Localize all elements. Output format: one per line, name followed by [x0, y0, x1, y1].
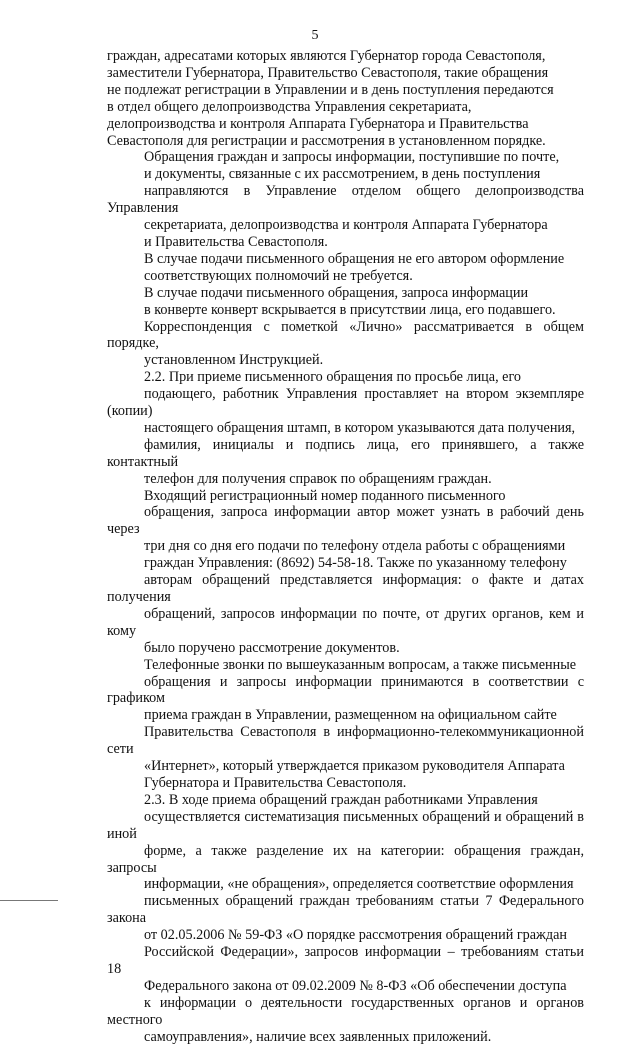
text-line: самоуправления», наличие всех заявленных приложений. — [144, 1028, 492, 1045]
text-line: Корреспонденция с пометкой «Лично» рассматривается в общем порядке, — [107, 318, 584, 352]
document-body — [107, 48, 584, 1045]
text-line: Входящий регистрационный номер поданного письменного — [144, 487, 506, 504]
text-line: 2.3. В ходе приема обращений граждан работниками Управления — [144, 791, 538, 808]
paragraph — [107, 48, 584, 149]
text-line: и документы, связанные с их рассмотрением, в день поступления — [144, 166, 541, 183]
text-line: в конверте конверт вскрывается в присутствии лица, его подавшего. — [144, 301, 556, 318]
text-line: В случае подачи письменного обращения, запроса информации — [144, 284, 529, 301]
text-line: обращения и запросы информации принимаются в соответствии с графиком — [107, 673, 584, 707]
paragraph — [107, 149, 584, 250]
paragraph — [107, 251, 584, 285]
text-line: подающего, работник Управления проставляет на втором экземпляре (копии) — [107, 386, 584, 420]
text-line: граждан Управления: (8692) 54-58-18. Также по указанному телефону — [144, 555, 567, 572]
text-line: делопроизводства и контроля Аппарата Губернатора и Правительства — [107, 115, 529, 132]
page-number: 5 — [311, 28, 319, 43]
text-line: письменных обращений граждан требованиям статьи 7 Федерального закона — [107, 893, 584, 927]
text-line: заместители Губернатора, Правительство Севастополя, такие обращения — [107, 64, 549, 81]
text-line: «Интернет», который утверждается приказом руководителя Аппарата — [144, 758, 565, 775]
text-line: фамилия, инициалы и подпись лица, его принявшего, а также контактный — [107, 436, 584, 470]
text-line: было поручено рассмотрение документов. — [144, 639, 400, 656]
text-line: Обращения граждан и запросы информации, поступившие по почте, — [144, 149, 560, 166]
text-line: информации, «не обращения», определяется соответствие оформления — [144, 876, 574, 893]
text-line: телефон для получения справок по обращениям граждан. — [144, 470, 492, 487]
text-line: направляются в Управление отделом общего делопроизводства Управления — [107, 183, 584, 217]
text-line: авторам обращений представляется информация: о факте и датах получения — [107, 572, 584, 605]
text-line: Севастополя для регистрации и рассмотрения в установленном порядке. — [107, 132, 546, 149]
text-line: от 02.05.2006 № 59-ФЗ «О порядке рассмотрения обращений граждан — [144, 927, 567, 944]
text-line: Правительства Севастополя в информационно-телекоммуникационной сети — [107, 724, 584, 758]
text-line: В случае подачи письменного обращения не его автором оформление — [144, 250, 565, 267]
paragraph — [107, 792, 584, 1045]
text-line: Российской Федерации», запросов информации – требованиям статьи 18 — [107, 944, 584, 977]
text-line: приема граждан в Управлении, размещенном на официальном сайте — [144, 707, 557, 724]
text-line: секретариата, делопроизводства и контроля Аппарата Губернатора — [144, 217, 548, 234]
text-line: установленном Инструкцией. — [144, 352, 324, 369]
text-line: обращений, запросов информации по почте, от других органов, кем и кому — [107, 605, 584, 639]
text-line: настоящего обращения штамп, в котором указываются дата получения, — [144, 419, 576, 436]
paragraph — [107, 285, 584, 370]
text-line: осуществляется систематизация письменных обращений и обращений в иной — [107, 808, 584, 842]
text-line: Федерального закона от 09.02.2009 № 8-ФЗ «Об обеспечении доступа — [144, 977, 567, 994]
text-line: форме, а также разделение их на категории: обращения граждан, запросы — [107, 842, 584, 876]
text-line: обращения, запроса информации автор может узнать в рабочий день через — [107, 504, 584, 538]
paragraph — [107, 488, 584, 657]
footer-rule — [0, 900, 58, 901]
text-line: граждан, адресатами которых являются Губернатор города Севастополя, — [107, 48, 546, 64]
paragraph — [107, 369, 584, 487]
text-line: Губернатора и Правительства Севастополя. — [144, 774, 407, 791]
text-line: соответствующих полномочий не требуется. — [144, 267, 413, 284]
text-line: в отдел общего делопроизводства Управления секретариата, — [107, 98, 472, 115]
text-line: к информации о деятельности государственных органов и органов местного — [107, 994, 584, 1028]
text-line: и Правительства Севастополя. — [144, 233, 328, 250]
text-line: не подлежат регистрации в Управлении и в день поступления передаются — [107, 81, 554, 98]
paragraph — [107, 657, 584, 792]
text-line: Телефонные звонки по вышеуказанным вопросам, а также письменные — [144, 656, 577, 673]
text-line: три дня со дня его подачи по телефону отдела работы с обращениями — [144, 538, 566, 555]
text-line: 2.2. При приеме письменного обращения по просьбе лица, его — [144, 369, 522, 386]
